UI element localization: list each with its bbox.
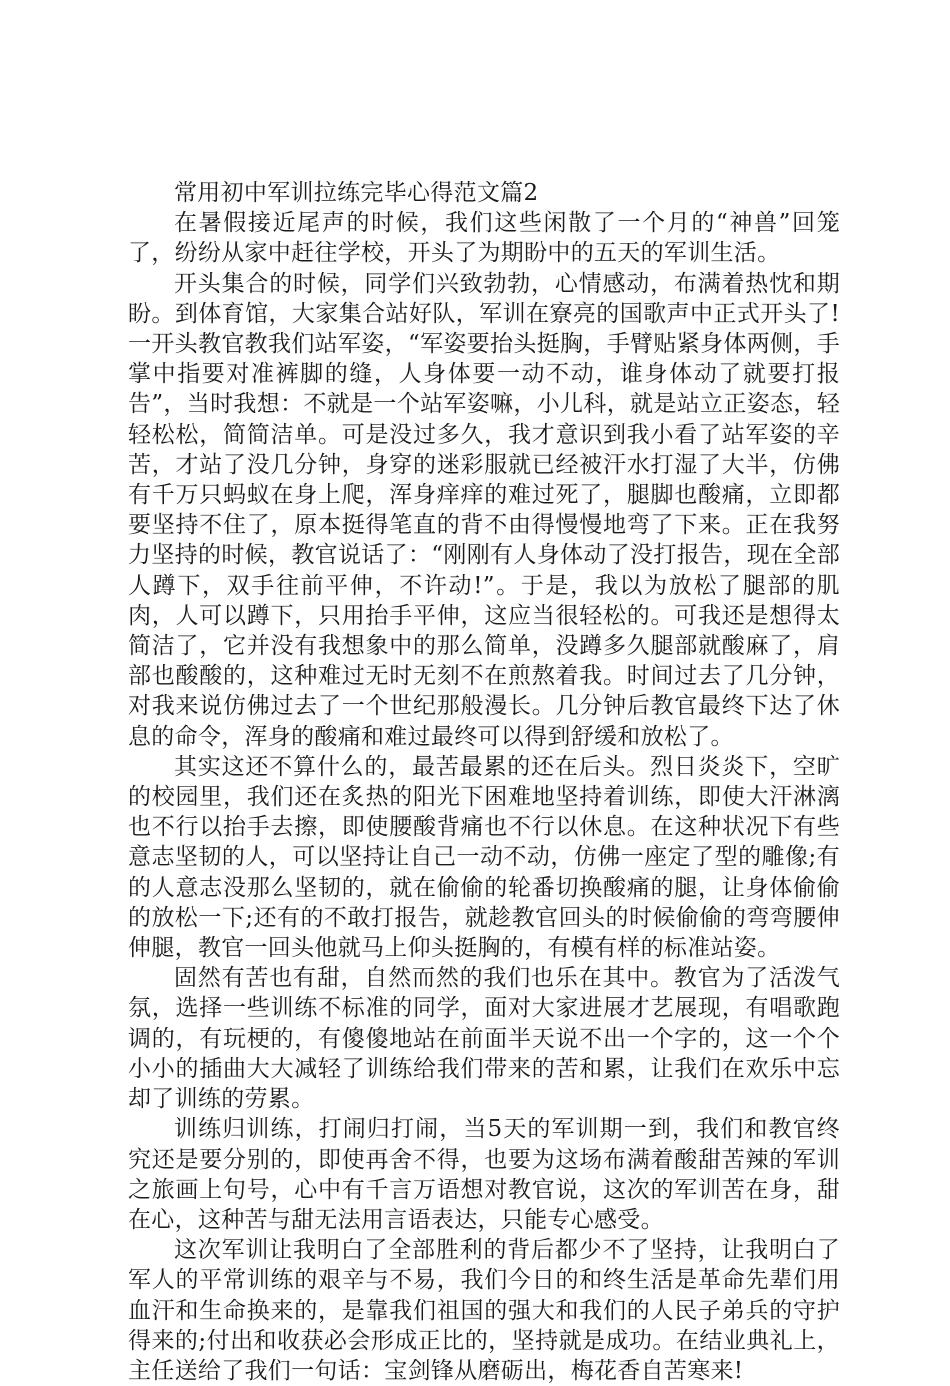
paragraph-1: 在暑假接近尾声的时候，我们这些闲散了一个月的“神兽”回笼了，纷纷从家中赶往学校，开头了为期盼中的五天的军训生活。 [128,210,840,267]
paragraph-4: 固然有苦也有甜，自然而然的我们也乐在其中。教官为了活泼气氛，选择一些训练不标准的同学，面对大家进展才艺展现，有唱歌跑调的，有玩梗的，有傻傻地站在前面半天说不出一个字的，这一个个小小的插曲大大减轻了训练给我们带来的苦和累，让我们在欢乐中忘却了训练的劳累。 [128,965,840,1113]
paragraph-5: 训练归训练，打闹归打闹，当5天的军训期一到，我们和教官终究还是要分别的，即使再舍不得，也要为这场布满着酸甜苦辣的军训之旅画上句号，心中有千言万语想对教官说，这次的军训苦在身，甜在心，这种苦与甜无法用言语表达，只能专心感受。 [128,1116,840,1233]
document-page [128,178,840,1386]
paragraph-6: 这次军训让我明白了全部胜利的背后都少不了坚持，让我明白了军人的平常训练的艰辛与不易，我们今日的和终生活是革命先辈们用血汗和生命换来的，是靠我们祖国的强大和我们的人民子弟兵的守护得来的;付出和收获必会形成正比的，坚持就是成功。在结业典礼上，主任送给了我们一句话：宝剑锋从磨砺出，梅花香自苦寒来! [128,1237,840,1384]
paragraph-3: 其实这还不算什么的，最苦最累的还在后头。烈日炎炎下，空旷的校园里，我们还在炙热的阳光下困难地坚持着训练，即使大汗淋漓也不行以抬手去擦，即使腰酸背痛也不行以休息。在这种状况下有些意志坚韧的人，可以坚持让自己一动不动，仿佛一座定了型的雕像;有的人意志没那么坚韧的，就在偷偷的轮番切换酸痛的腿，让身体偷偷的放松一下;还有的不敢打报告，就趁教官回头的时候偷偷的弯弯腰伸伸腿，教官一回头他就马上仰头挺胸的，有模有样的标准站姿。 [128,753,840,962]
paragraph-2: 开头集合的时候，同学们兴致勃勃，心情感动，布满着热忱和期盼。到体育馆，大家集合站好队，军训在寮亮的国歌声中正式开头了!一开头教官教我们站军姿，“军姿要抬头挺胸，手臂贴紧身体两侧，手掌中指要对准裤脚的缝，人身体要一动不动，谁身体动了就要打报告”，当时我想：不就是一个站军姿嘛，小儿科，就是站立正姿态，轻轻松松，简简洁单。可是没过多久，我才意识到我小看了站军姿的辛苦，才站了没几分钟，身穿的迷彩服就已经被汗水打湿了大半，仿佛有千万只蚂蚁在身上爬，浑身痒痒的难过死了，腿脚也酸痛，立即都要坚持不住了，原本挺得笔直的背不由得慢慢地弯了下来。正在我努力坚持的时候，教官说话了：“刚刚有人身体动了没打报告，现在全部人蹲下，双手往前平伸，不许动!”。于是，我以为放松了腿部的肌肉，人可以蹲下，只用抬手平伸，这应当很轻松的。可我还是想得太简洁了，它并没有我想象中的那么简单，没蹲多久腿部就酸麻了，肩部也酸酸的，这种难过无时无刻不在煎熬着我。时间过去了几分钟，对我来说仿佛过去了一个世纪那般漫长。几分钟后教官最终下达了休息的命令，浑身的酸痛和难过最终可以得到舒缓和放松了。 [128,270,840,750]
document-title: 常用初中军训拉练完毕心得范文篇2 [174,180,539,206]
